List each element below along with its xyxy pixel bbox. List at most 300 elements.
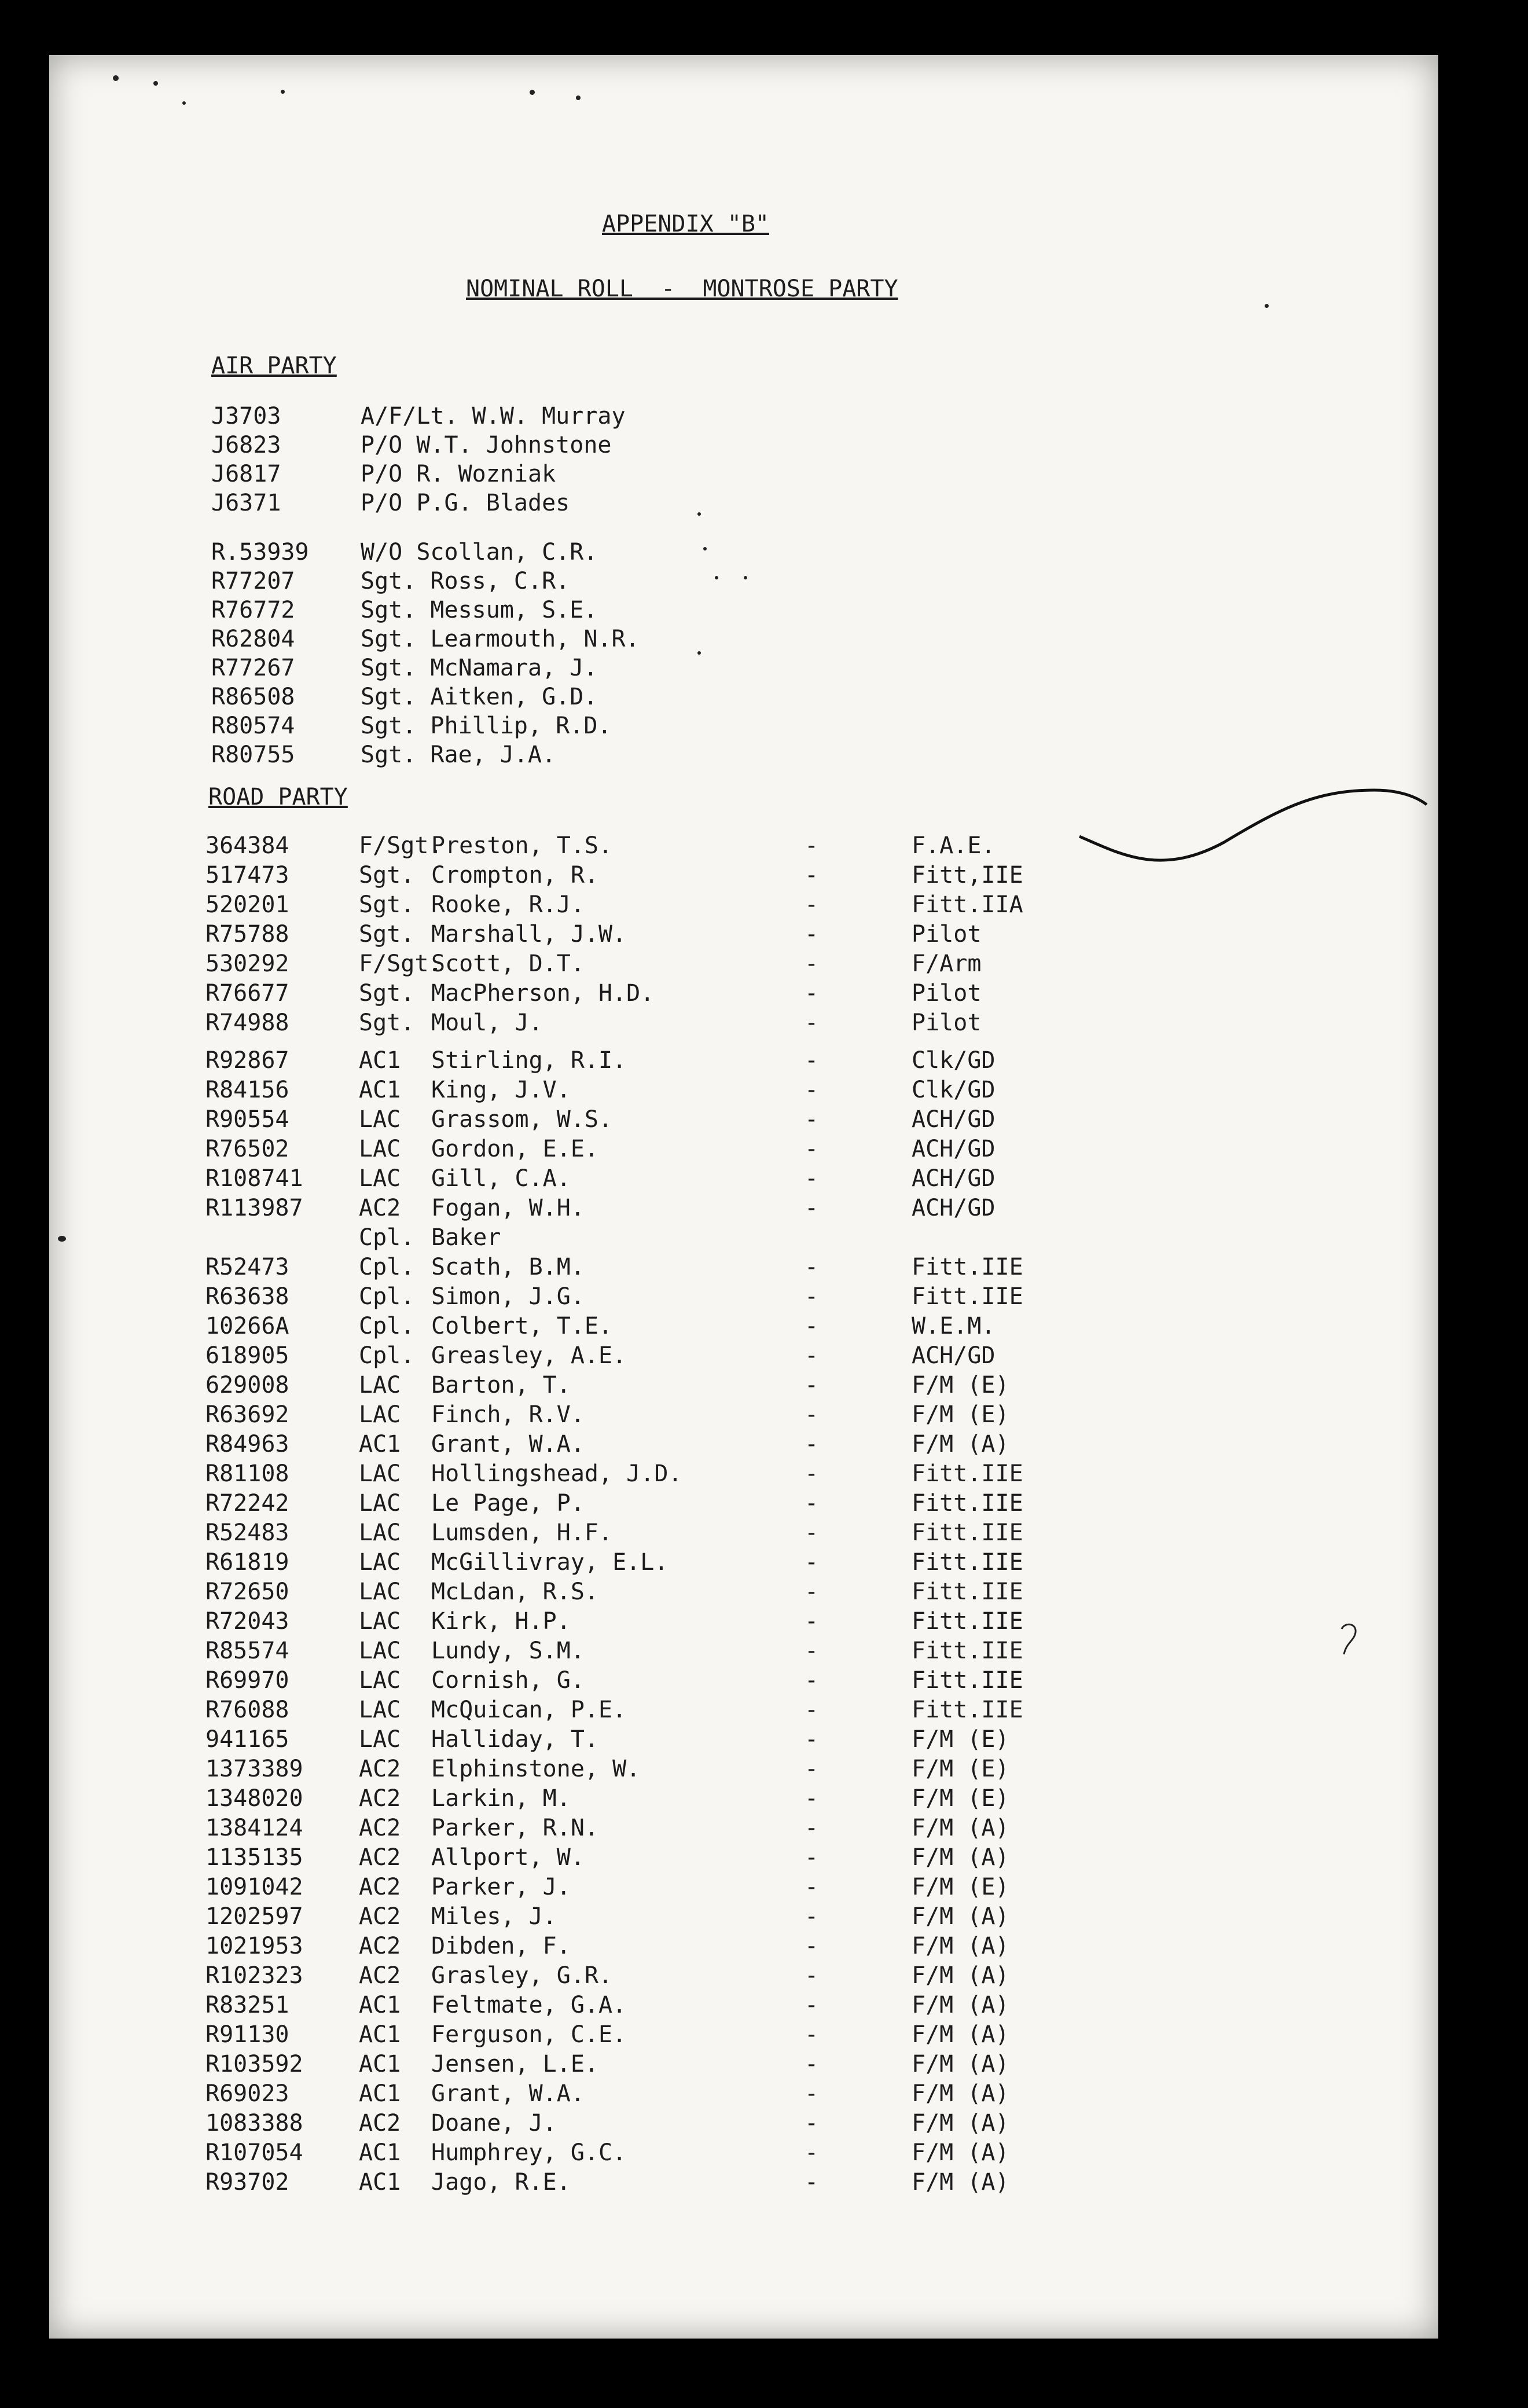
separator-dash: - — [805, 1933, 819, 1959]
member-trade: ACH/GD — [912, 1342, 996, 1369]
separator-dash: - — [805, 1490, 819, 1517]
scan-speck — [1265, 304, 1269, 308]
separator-dash: - — [805, 1106, 819, 1133]
air-party-label: AIR PARTY — [211, 353, 337, 379]
service-number: J6371 — [211, 490, 281, 516]
service-number: 1083388 — [205, 2110, 303, 2137]
member-trade: Fitt.IIE — [912, 1608, 1023, 1635]
member-rank: LAC — [359, 1549, 401, 1576]
member-rank: LAC — [359, 1697, 401, 1723]
road-party-row — [49, 1637, 1438, 1665]
member-name: Rooke, R.J. — [431, 891, 585, 918]
member-trade: F.A.E. — [912, 832, 996, 859]
member-rank: LAC — [359, 1106, 401, 1133]
member-rank: AC1 — [359, 1992, 401, 2018]
member-name: Marshall, J.W. — [431, 921, 627, 948]
member-rank: Sgt. — [359, 891, 415, 918]
member-name: A/F/Lt. W.W. Murray — [361, 403, 626, 430]
member-rank: LAC — [359, 1667, 401, 1694]
separator-dash: - — [805, 1608, 819, 1635]
service-number: R61819 — [205, 1549, 289, 1576]
service-number: R80574 — [211, 713, 295, 739]
member-trade: ACH/GD — [912, 1165, 996, 1192]
air-party-row — [49, 683, 1438, 711]
road-party-row — [49, 2021, 1438, 2049]
service-number: R69970 — [205, 1667, 289, 1694]
member-rank: AC1 — [359, 1077, 401, 1103]
air-party-row — [49, 489, 1438, 517]
member-name: Sgt. Ross, C.R. — [361, 568, 570, 594]
member-trade: F/M (A) — [912, 1933, 1009, 1959]
separator-dash: - — [805, 1165, 819, 1192]
member-trade: ACH/GD — [912, 1136, 996, 1162]
member-rank: LAC — [359, 1638, 401, 1664]
member-rank: AC1 — [359, 2080, 401, 2107]
member-name: Barton, T. — [431, 1372, 571, 1398]
separator-dash: - — [805, 832, 819, 859]
service-number: R76502 — [205, 1136, 289, 1162]
road-party-row — [49, 1903, 1438, 1930]
service-number: R.53939 — [211, 539, 309, 566]
member-rank: AC2 — [359, 1933, 401, 1959]
member-trade: Fitt.IIE — [912, 1667, 1023, 1694]
member-name: Lumsden, H.F. — [431, 1519, 613, 1546]
road-party-label: ROAD PARTY — [208, 784, 348, 810]
member-name: Cornish, G. — [431, 1667, 585, 1694]
member-trade: F/M (E) — [912, 1726, 1009, 1753]
member-trade: W.E.M. — [912, 1313, 996, 1339]
member-trade: F/M (E) — [912, 1372, 1009, 1398]
service-number: R83251 — [205, 1992, 289, 2018]
separator-dash: - — [805, 1874, 819, 1900]
service-number: R108741 — [205, 1165, 303, 1192]
member-rank: LAC — [359, 1579, 401, 1605]
member-trade: F/M (A) — [912, 1815, 1009, 1841]
service-number: R63638 — [205, 1283, 289, 1310]
separator-dash: - — [805, 1992, 819, 2018]
member-name: King, J.V. — [431, 1077, 571, 1103]
separator-dash: - — [805, 1815, 819, 1841]
road-party-row — [49, 2109, 1438, 2137]
member-rank: AC1 — [359, 2139, 401, 2166]
member-trade: Fitt.IIE — [912, 1697, 1023, 1723]
member-name: Feltmate, G.A. — [431, 1992, 627, 2018]
road-party-row — [49, 920, 1438, 948]
separator-dash: - — [805, 1726, 819, 1753]
member-name: Sgt. Learmouth, N.R. — [361, 626, 640, 652]
road-party-row — [49, 1460, 1438, 1488]
member-name: Parker, R.N. — [431, 1815, 598, 1841]
member-name: Grassom, W.S. — [431, 1106, 613, 1133]
separator-dash: - — [805, 1372, 819, 1398]
member-name: McLdan, R.S. — [431, 1579, 598, 1605]
service-number: R103592 — [205, 2051, 303, 2077]
member-trade: F/M (A) — [912, 1431, 1009, 1458]
member-name: Miles, J. — [431, 1903, 557, 1930]
separator-dash: - — [805, 1962, 819, 1989]
separator-dash: - — [805, 921, 819, 948]
separator-dash: - — [805, 2080, 819, 2107]
road-party-row — [49, 1844, 1438, 1871]
service-number: R52473 — [205, 1254, 289, 1280]
member-name: W/O Scollan, C.R. — [361, 539, 598, 566]
member-trade: Fitt.IIE — [912, 1549, 1023, 1576]
service-number: R93702 — [205, 2169, 289, 2196]
road-party-row — [49, 1489, 1438, 1517]
member-rank: Cpl. — [359, 1224, 415, 1251]
separator-dash: - — [805, 1756, 819, 1782]
separator-dash: - — [805, 1519, 819, 1546]
road-party-row — [49, 1755, 1438, 1783]
member-trade: F/M (A) — [912, 1844, 1009, 1871]
member-name: P/O R. Wozniak — [361, 461, 556, 487]
air-party-row — [49, 460, 1438, 488]
service-number: R72043 — [205, 1608, 289, 1635]
member-rank: AC2 — [359, 1874, 401, 1900]
service-number: R91130 — [205, 2021, 289, 2048]
road-party-row — [49, 832, 1438, 860]
service-number: R62804 — [211, 626, 295, 652]
road-party-row — [49, 1194, 1438, 1222]
service-number: R92867 — [205, 1047, 289, 1074]
separator-dash: - — [805, 1195, 819, 1221]
air-party-row — [49, 431, 1438, 459]
member-trade: Fitt.IIE — [912, 1254, 1023, 1280]
member-name: McGillivray, E.L. — [431, 1549, 668, 1576]
member-rank: LAC — [359, 1136, 401, 1162]
member-name: Simon, J.G. — [431, 1283, 585, 1310]
member-name: P/O W.T. Johnstone — [361, 432, 612, 458]
member-rank: Cpl. — [359, 1313, 415, 1339]
service-number: R107054 — [205, 2139, 303, 2166]
member-rank: Sgt. — [359, 980, 415, 1007]
air-party-row — [49, 741, 1438, 769]
scan-speck — [576, 96, 581, 100]
scan-speck — [153, 81, 158, 86]
member-rank: LAC — [359, 1460, 401, 1487]
road-party-row — [49, 1873, 1438, 1901]
member-name: Doane, J. — [431, 2110, 557, 2137]
member-trade: Clk/GD — [912, 1077, 996, 1103]
road-party-row — [49, 1726, 1438, 1753]
member-name: Sgt. Aitken, G.D. — [361, 684, 598, 710]
air-party-row — [49, 654, 1438, 682]
roll-title: NOMINAL ROLL - MONTROSE PARTY — [466, 276, 898, 302]
member-rank: AC2 — [359, 1195, 401, 1221]
service-number: 1021953 — [205, 1933, 303, 1959]
member-trade: Fitt.IIE — [912, 1490, 1023, 1517]
road-party-row — [49, 1696, 1438, 1724]
separator-dash: - — [805, 2169, 819, 2196]
member-name: Kirk, H.P. — [431, 1608, 571, 1635]
member-name: Sgt. Phillip, R.D. — [361, 713, 612, 739]
member-name: P/O P.G. Blades — [361, 490, 570, 516]
service-number: J6817 — [211, 461, 281, 487]
service-number: 1373389 — [205, 1756, 303, 1782]
service-number: R86508 — [211, 684, 295, 710]
member-name: Hollingshead, J.D. — [431, 1460, 682, 1487]
service-number: 530292 — [205, 950, 289, 977]
member-name: Colbert, T.E. — [431, 1313, 613, 1339]
service-number: J6823 — [211, 432, 281, 458]
member-name: Parker, J. — [431, 1874, 571, 1900]
service-number: R72242 — [205, 1490, 289, 1517]
member-trade: Pilot — [912, 1010, 982, 1036]
document-page — [49, 55, 1438, 2339]
member-name: Gill, C.A. — [431, 1165, 571, 1192]
member-name: Grant, W.A. — [431, 2080, 585, 2107]
road-party-row — [49, 1991, 1438, 2019]
road-party-row — [49, 1342, 1438, 1370]
scan-speck — [281, 90, 285, 94]
member-name: Grant, W.A. — [431, 1431, 585, 1458]
air-party-row — [49, 625, 1438, 653]
service-number: R77267 — [211, 655, 295, 681]
member-name: Dibden, F. — [431, 1933, 571, 1959]
road-party-row — [49, 1106, 1438, 1133]
road-party-row — [49, 2050, 1438, 2078]
service-number: J3703 — [211, 403, 281, 430]
member-trade: F/M (A) — [912, 2139, 1009, 2166]
member-rank: AC1 — [359, 2051, 401, 2077]
air-party-row — [49, 712, 1438, 740]
separator-dash: - — [805, 1667, 819, 1694]
road-party-row — [49, 1401, 1438, 1429]
member-trade: F/Arm — [912, 950, 982, 977]
separator-dash: - — [805, 1431, 819, 1458]
road-party-row — [49, 1047, 1438, 1074]
service-number: R74988 — [205, 1010, 289, 1036]
service-number: R72650 — [205, 1579, 289, 1605]
service-number: R76088 — [205, 1697, 289, 1723]
member-trade: F/M (A) — [912, 2169, 1009, 2196]
member-rank: F/Sgt. — [359, 950, 443, 977]
member-trade: F/M (E) — [912, 1785, 1009, 1812]
road-party-row — [49, 1666, 1438, 1694]
service-number: R84156 — [205, 1077, 289, 1103]
separator-dash: - — [805, 1697, 819, 1723]
separator-dash: - — [805, 1579, 819, 1605]
road-party-row — [49, 861, 1438, 889]
separator-dash: - — [805, 1342, 819, 1369]
member-trade: Pilot — [912, 921, 982, 948]
member-rank: AC1 — [359, 1047, 401, 1074]
separator-dash: - — [805, 1460, 819, 1487]
service-number: 517473 — [205, 862, 289, 889]
air-party-row — [49, 567, 1438, 595]
road-party-row — [49, 1962, 1438, 1989]
separator-dash: - — [805, 1047, 819, 1074]
member-name: Halliday, T. — [431, 1726, 598, 1753]
member-trade: ACH/GD — [912, 1106, 996, 1133]
road-party-row — [49, 1165, 1438, 1192]
member-rank: AC2 — [359, 1962, 401, 1989]
separator-dash: - — [805, 1638, 819, 1664]
road-party-row — [49, 1312, 1438, 1340]
member-rank: AC2 — [359, 1815, 401, 1841]
member-rank: Cpl. — [359, 1342, 415, 1369]
member-name: Allport, W. — [431, 1844, 585, 1871]
member-name: Humphrey, G.C. — [431, 2139, 627, 2166]
road-party-row — [49, 1253, 1438, 1281]
member-name: Moul, J. — [431, 1010, 543, 1036]
member-rank: AC2 — [359, 1785, 401, 1812]
member-name: Fogan, W.H. — [431, 1195, 585, 1221]
road-party-row — [49, 1371, 1438, 1399]
road-party-row — [49, 1009, 1438, 1037]
member-rank: Sgt. — [359, 862, 415, 889]
road-party-row — [49, 1519, 1438, 1547]
member-name: Larkin, M. — [431, 1785, 571, 1812]
member-rank: LAC — [359, 1608, 401, 1635]
separator-dash: - — [805, 1254, 819, 1280]
member-name: Gordon, E.E. — [431, 1136, 598, 1162]
member-name: McQuican, P.E. — [431, 1697, 627, 1723]
service-number: R113987 — [205, 1195, 303, 1221]
member-rank: LAC — [359, 1519, 401, 1546]
member-trade: Fitt.IIE — [912, 1519, 1023, 1546]
service-number: 1091042 — [205, 1874, 303, 1900]
road-party-row — [49, 1578, 1438, 1606]
road-party-row — [49, 891, 1438, 919]
member-trade: F/M (E) — [912, 1874, 1009, 1900]
service-number: 1202597 — [205, 1903, 303, 1930]
member-trade: Fitt.IIE — [912, 1283, 1023, 1310]
service-number: 941165 — [205, 1726, 289, 1753]
member-rank: F/Sgt. — [359, 832, 443, 859]
member-rank: AC2 — [359, 1903, 401, 1930]
member-rank: Cpl. — [359, 1254, 415, 1280]
road-party-row — [49, 1283, 1438, 1311]
road-party-row — [49, 1430, 1438, 1458]
member-trade: F/M (A) — [912, 2110, 1009, 2137]
member-name: Le Page, P. — [431, 1490, 585, 1517]
member-name: Lundy, S.M. — [431, 1638, 585, 1664]
member-trade: F/M (A) — [912, 2080, 1009, 2107]
separator-dash: - — [805, 1283, 819, 1310]
service-number: 1348020 — [205, 1785, 303, 1812]
separator-dash: - — [805, 1903, 819, 1930]
service-number: R76677 — [205, 980, 289, 1007]
member-trade: Fitt.IIE — [912, 1638, 1023, 1664]
road-party-row — [49, 1932, 1438, 1960]
member-trade: F/M (A) — [912, 2051, 1009, 2077]
road-party-row — [49, 2139, 1438, 2167]
separator-dash: - — [805, 2139, 819, 2166]
road-party-row — [49, 979, 1438, 1007]
member-trade: F/M (A) — [912, 2021, 1009, 2048]
appendix-heading: APPENDIX "B" — [602, 211, 769, 237]
separator-dash: - — [805, 1010, 819, 1036]
scan-speck — [530, 90, 535, 95]
road-party-row — [49, 1224, 1438, 1251]
service-number: 1135135 — [205, 1844, 303, 1871]
member-name: Stirling, R.I. — [431, 1047, 627, 1074]
air-party-row — [49, 596, 1438, 624]
member-rank: AC1 — [359, 2169, 401, 2196]
member-name: Elphinstone, W. — [431, 1756, 641, 1782]
member-name: Greasley, A.E. — [431, 1342, 627, 1369]
member-name: Baker — [431, 1224, 501, 1251]
separator-dash: - — [805, 1136, 819, 1162]
member-trade: Fitt.IIE — [912, 1460, 1023, 1487]
road-party-row — [49, 1548, 1438, 1576]
member-rank: LAC — [359, 1726, 401, 1753]
road-party-row — [49, 1607, 1438, 1635]
scan-speck — [182, 101, 186, 105]
member-trade: F/M (E) — [912, 1756, 1009, 1782]
member-name: Grasley, G.R. — [431, 1962, 613, 1989]
service-number: 629008 — [205, 1372, 289, 1398]
separator-dash: - — [805, 2110, 819, 2137]
separator-dash: - — [805, 862, 819, 889]
separator-dash: - — [805, 891, 819, 918]
service-number: R69023 — [205, 2080, 289, 2107]
member-name: Ferguson, C.E. — [431, 2021, 627, 2048]
scan-speck — [113, 75, 119, 81]
member-name: Sgt. Messum, S.E. — [361, 597, 598, 623]
separator-dash: - — [805, 1401, 819, 1428]
service-number: R77207 — [211, 568, 295, 594]
member-name: Scath, B.M. — [431, 1254, 585, 1280]
member-trade: Pilot — [912, 980, 982, 1007]
service-number: 520201 — [205, 891, 289, 918]
member-rank: AC2 — [359, 1756, 401, 1782]
separator-dash: - — [805, 2021, 819, 2048]
member-name: Jago, R.E. — [431, 2169, 571, 2196]
service-number: R52483 — [205, 1519, 289, 1546]
separator-dash: - — [805, 1313, 819, 1339]
road-party-row — [49, 950, 1438, 978]
air-party-row — [49, 538, 1438, 566]
service-number: R81108 — [205, 1460, 289, 1487]
service-number: R85574 — [205, 1638, 289, 1664]
member-rank: LAC — [359, 1490, 401, 1517]
member-rank: Sgt. — [359, 921, 415, 948]
member-name: Jensen, L.E. — [431, 2051, 598, 2077]
member-rank: AC2 — [359, 1844, 401, 1871]
member-name: Scott, D.T. — [431, 950, 585, 977]
member-trade: Clk/GD — [912, 1047, 996, 1074]
road-party-row — [49, 1135, 1438, 1163]
member-trade: Fitt.IIA — [912, 891, 1023, 918]
road-party-row — [49, 1785, 1438, 1812]
member-name: Preston, T.S. — [431, 832, 613, 859]
member-rank: Cpl. — [359, 1283, 415, 1310]
service-number: R76772 — [211, 597, 295, 623]
service-number: 10266A — [205, 1313, 289, 1339]
member-trade: F/M (A) — [912, 1903, 1009, 1930]
service-number: R63692 — [205, 1401, 289, 1428]
separator-dash: - — [805, 950, 819, 977]
separator-dash: - — [805, 1844, 819, 1871]
service-number: 618905 — [205, 1342, 289, 1369]
member-trade: Fitt.IIE — [912, 1579, 1023, 1605]
road-party-row — [49, 2080, 1438, 2108]
separator-dash: - — [805, 980, 819, 1007]
service-number: R90554 — [205, 1106, 289, 1133]
air-party-row — [49, 402, 1438, 430]
member-trade: F/M (A) — [912, 1992, 1009, 2018]
member-name: Sgt. Rae, J.A. — [361, 742, 556, 768]
member-name: Crompton, R. — [431, 862, 598, 889]
separator-dash: - — [805, 1549, 819, 1576]
member-name: Sgt. McNamara, J. — [361, 655, 598, 681]
member-rank: AC2 — [359, 2110, 401, 2137]
member-trade: F/M (E) — [912, 1401, 1009, 1428]
member-trade: Fitt,IIE — [912, 862, 1023, 889]
member-rank: Sgt. — [359, 1010, 415, 1036]
